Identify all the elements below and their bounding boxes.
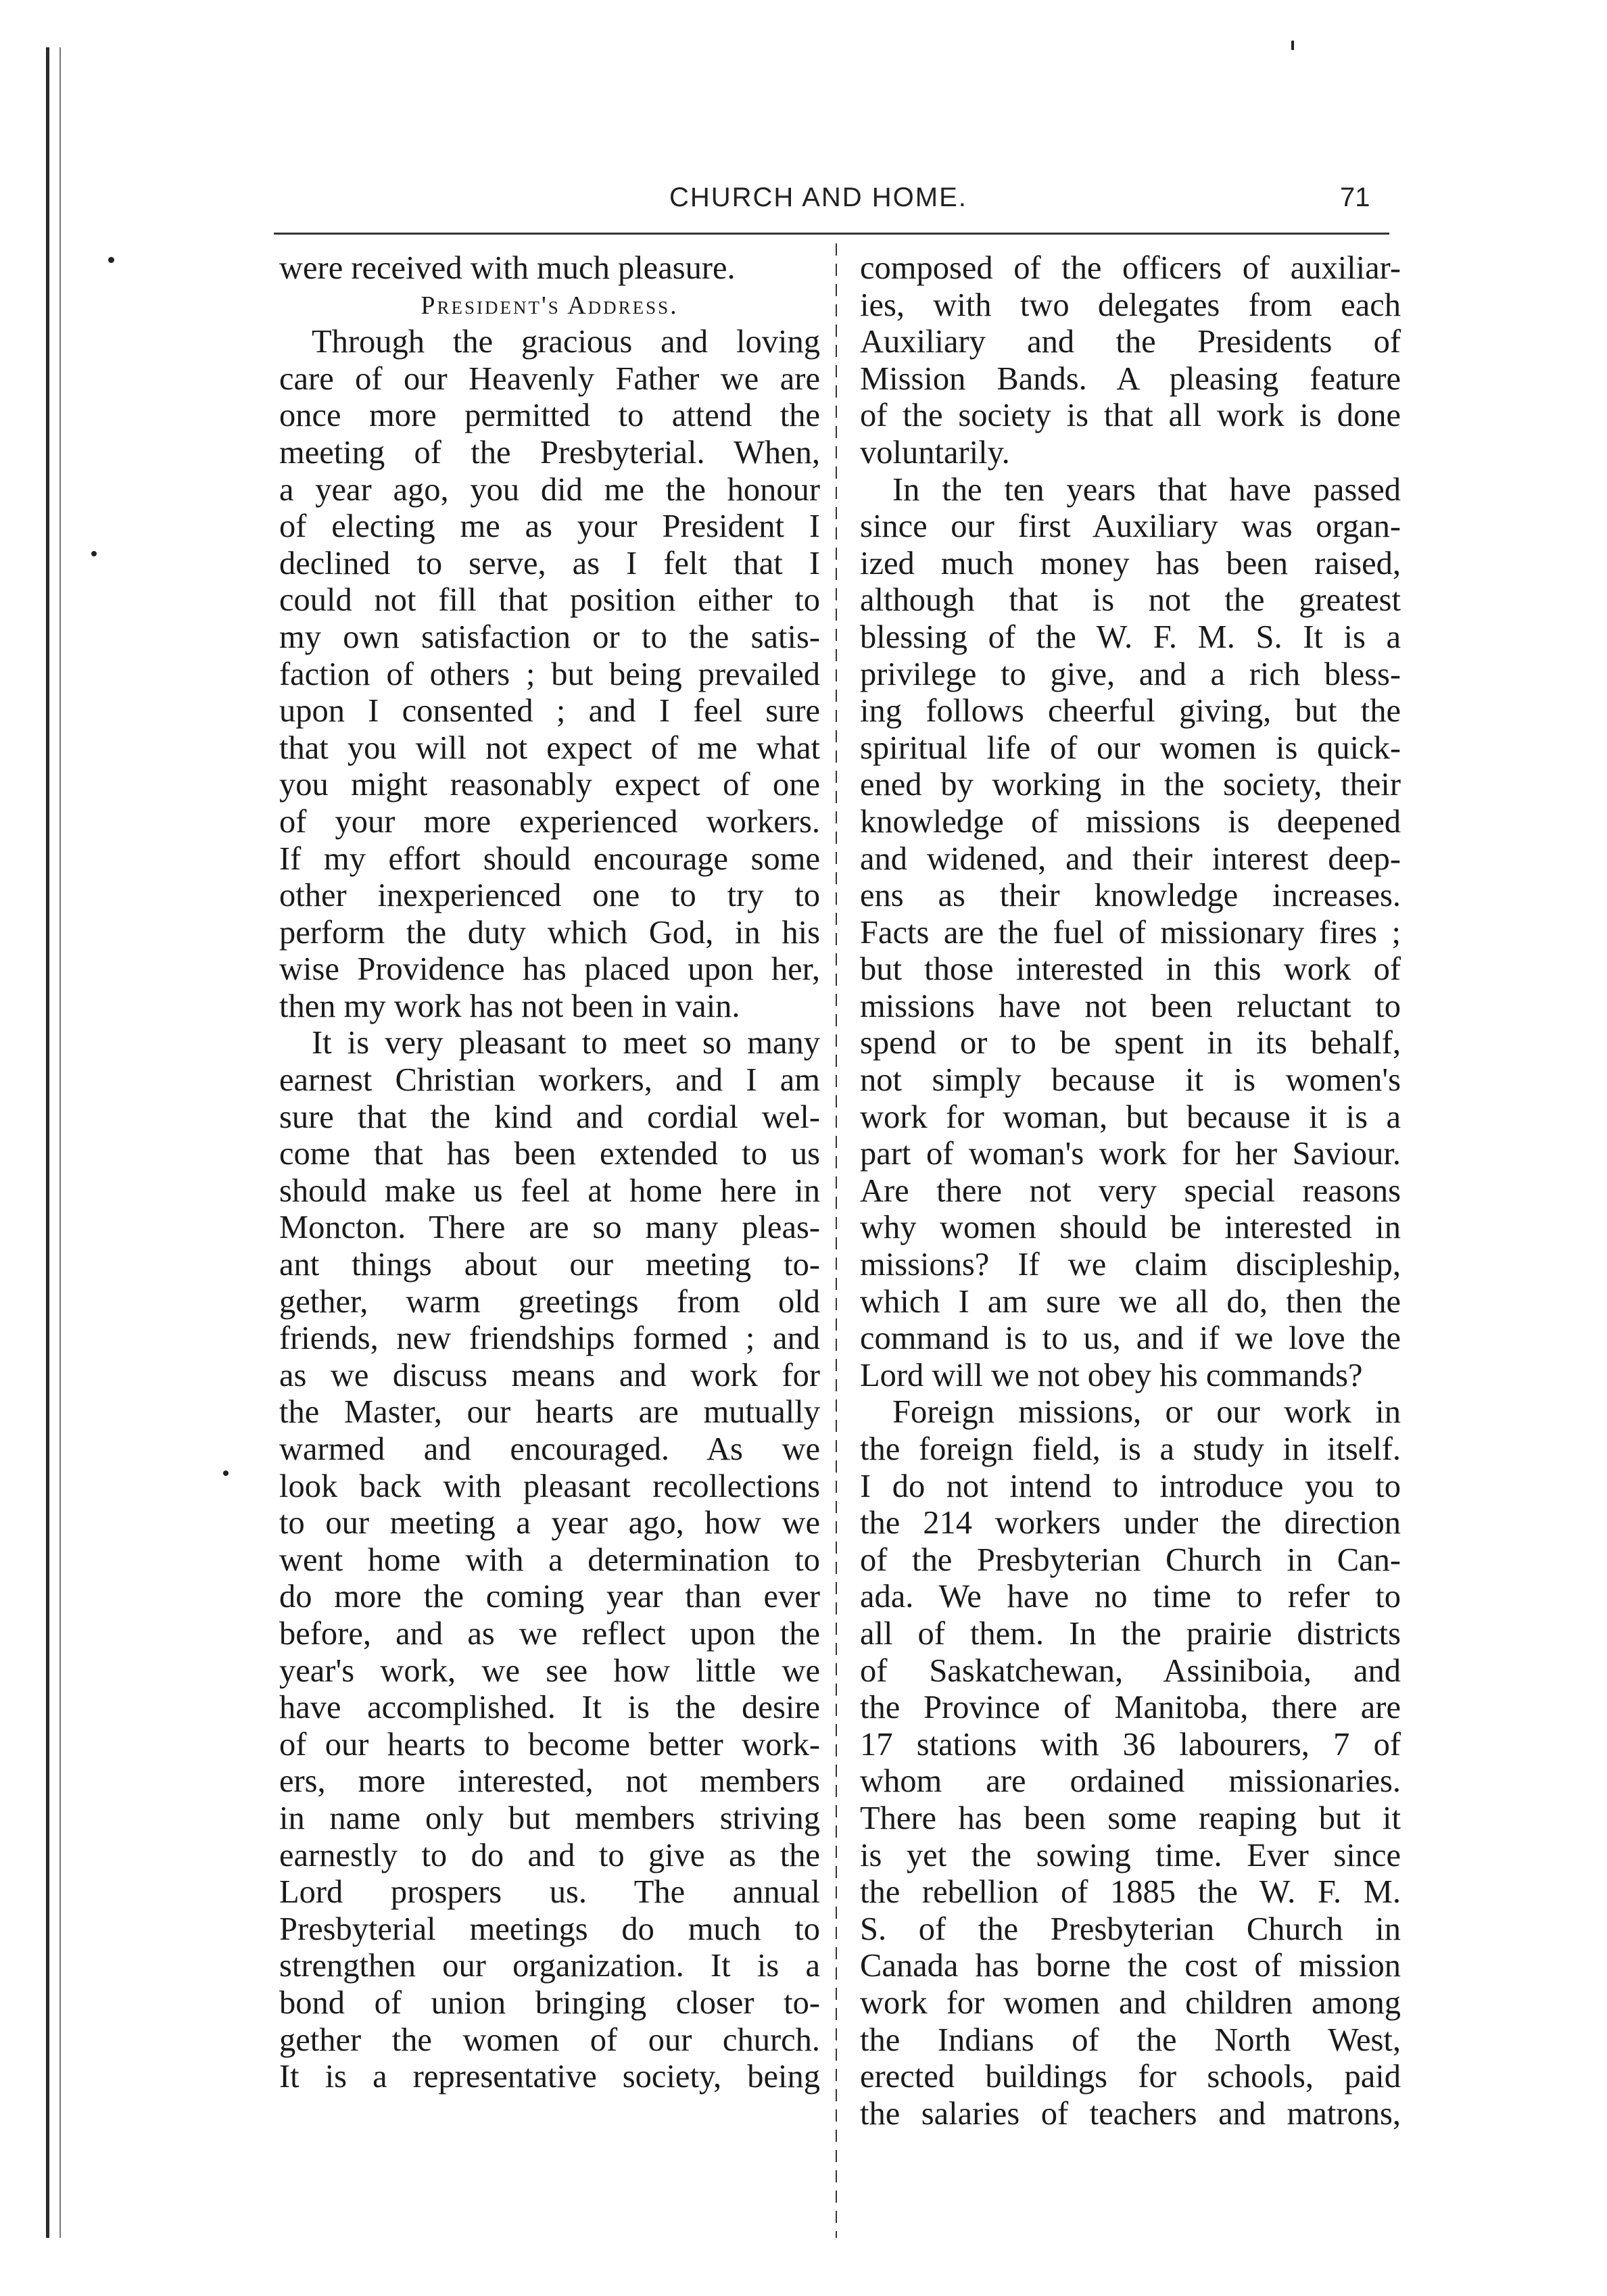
text-line: ens as their knowledge increases.: [860, 878, 1401, 914]
text-line: Facts are the fuel of missionary fires ;: [860, 914, 1401, 951]
text-line: as we discuss means and work for: [279, 1357, 820, 1393]
text-line: part of woman's work for her Saviour.: [860, 1136, 1401, 1172]
text-line: year's work, we see how little we: [279, 1652, 820, 1689]
text-line: once more permitted to attend the: [279, 398, 820, 434]
text-line: ers, more interested, not members: [279, 1763, 820, 1800]
text-line: Are there not very special reasons: [860, 1172, 1401, 1209]
text-line: of Saskatchewan, Assiniboia, and: [860, 1652, 1401, 1689]
text-line: perform the duty which God, in his: [279, 914, 820, 951]
text-line: President's Address.: [421, 291, 679, 320]
text-line: earnestly to do and to give as the: [279, 1837, 820, 1873]
text-line: I do not intend to introduce you to: [860, 1468, 1401, 1504]
text-line: blessing of the W. F. M. S. It is a: [860, 619, 1401, 655]
text-line: Auxiliary and the Presidents of: [860, 324, 1401, 360]
left-text-column: [279, 250, 820, 2096]
text-line: of our hearts to become better work-: [279, 1726, 820, 1763]
text-line: S. of the Presbyterian Church in: [860, 1911, 1401, 1947]
text-line: care of our Heavenly Father we are: [279, 360, 820, 397]
text-line: If my effort should encourage some: [279, 840, 820, 877]
text-line: the Province of Manitoba, there are: [860, 1690, 1401, 1726]
text-line: bond of union bringing closer to-: [279, 1984, 820, 2021]
text-line: then my work has not been in vain.: [279, 988, 740, 1024]
text-line: There has been some reaping but it: [860, 1800, 1401, 1836]
text-line: Foreign missions, or our work in: [892, 1394, 1401, 1431]
text-line: ies, with two delegates from each: [860, 287, 1401, 323]
scan-speck: [91, 551, 97, 556]
text-line: work for woman, but because it is a: [860, 1099, 1401, 1135]
text-line: of the society is that all work is done: [860, 398, 1401, 434]
text-line: ada. We have no time to refer to: [860, 1579, 1401, 1615]
scan-speck: [1291, 41, 1294, 50]
text-line: the rebellion of 1885 the W. F. M.: [860, 1874, 1401, 1911]
text-line: went home with a determination to: [279, 1541, 820, 1578]
scan-speck: [108, 257, 114, 263]
text-line: you might reasonably expect of one: [279, 767, 820, 803]
text-line: Mission Bands. A pleasing feature: [860, 360, 1401, 397]
text-line: other inexperienced one to try to: [279, 878, 820, 914]
text-line: Moncton. There are so many pleas-: [279, 1210, 820, 1246]
text-line: is yet the sowing time. Ever since: [860, 1837, 1401, 1873]
text-line: the 214 workers under the direction: [860, 1505, 1401, 1541]
text-line: work for women and children among: [860, 1984, 1401, 2021]
text-line: ant things about our meeting to-: [279, 1247, 820, 1283]
text-line: spiritual life of our women is quick-: [860, 730, 1401, 766]
text-line: missions have not been reluctant to: [860, 988, 1401, 1024]
text-line: the salaries of teachers and matrons,: [860, 2095, 1401, 2132]
text-line: knowledge of missions is deepened: [860, 803, 1401, 840]
text-line: should make us feel at home here in: [279, 1172, 820, 1209]
text-line: why women should be interested in: [860, 1210, 1401, 1246]
text-line: the Master, our hearts are mutually: [279, 1394, 820, 1431]
text-line: a year ago, you did me the honour: [279, 471, 820, 508]
text-line: composed of the officers of auxiliar-: [860, 250, 1401, 286]
text-line: could not fill that position either to: [279, 582, 820, 619]
column-divider: [836, 243, 837, 2238]
text-line: Canada has borne the cost of mission: [860, 1948, 1401, 1984]
text-line: have accomplished. It is the desire: [279, 1690, 820, 1726]
text-line: privilege to give, and a rich bless-: [860, 656, 1401, 692]
right-text-column: [860, 250, 1401, 2132]
text-line: although that is not the greatest: [860, 582, 1401, 619]
text-line: spend or to be spent in its behalf,: [860, 1025, 1401, 1061]
text-line: warmed and encouraged. As we: [279, 1431, 820, 1467]
text-line: look back with pleasant recollections: [279, 1468, 820, 1504]
text-line: strengthen our organization. It is a: [279, 1948, 820, 1984]
text-line: faction of others ; but being prevailed: [279, 656, 820, 692]
text-line: the Indians of the North West,: [860, 2022, 1401, 2058]
text-line: come that has been extended to us: [279, 1136, 820, 1172]
text-line: sure that the kind and cordial wel-: [279, 1099, 820, 1135]
text-line: ened by working in the society, their: [860, 767, 1401, 803]
text-line: earnest Christian workers, and I am: [279, 1062, 820, 1099]
text-line: were received with much pleasure.: [279, 250, 736, 286]
text-line: ing follows cheerful giving, but the: [860, 693, 1401, 730]
text-line: voluntarily.: [860, 434, 1010, 471]
text-line: gether the women of our church.: [279, 2022, 820, 2058]
text-line: It is a representative society, being: [279, 2059, 820, 2095]
text-line: friends, new friendships formed ; and: [279, 1320, 820, 1357]
text-line: of electing me as your President I: [279, 508, 820, 545]
running-head: [0, 183, 1607, 223]
text-line: gether, warm greetings from old: [279, 1283, 820, 1320]
text-line: the foreign field, is a study in itself.: [860, 1431, 1401, 1467]
text-line: do more the coming year than ever: [279, 1579, 820, 1615]
text-line: erected buildings for schools, paid: [860, 2059, 1401, 2095]
text-line: of your more experienced workers.: [279, 803, 820, 840]
text-line: meeting of the Presbyterial. When,: [279, 434, 820, 471]
text-line: wise Providence has placed upon her,: [279, 951, 820, 988]
text-line: in name only but members striving: [279, 1800, 820, 1836]
text-line: command is to us, and if we love the: [860, 1320, 1401, 1357]
header-rule: [274, 233, 1389, 235]
running-title: CHURCH AND HOME.: [669, 183, 967, 212]
text-line: ized much money has been raised,: [860, 545, 1401, 581]
text-line: which I am sure we all do, then the: [860, 1283, 1401, 1320]
scan-speck: [223, 1470, 229, 1476]
text-line: my own satisfaction or to the satis-: [279, 619, 820, 655]
text-line: missions? If we claim discipleship,: [860, 1247, 1401, 1283]
text-line: Presbyterial meetings do much to: [279, 1911, 820, 1947]
text-line: not simply because it is women's: [860, 1062, 1401, 1099]
page-number: 71: [1340, 183, 1370, 212]
text-line: Lord prospers us. The annual: [279, 1874, 820, 1911]
text-line: to our meeting a year ago, how we: [279, 1505, 820, 1541]
text-line: and widened, and their interest deep-: [860, 840, 1401, 877]
text-line: since our first Auxiliary was organ-: [860, 508, 1401, 545]
text-line: all of them. In the prairie districts: [860, 1615, 1401, 1652]
text-line: before, and as we reflect upon the: [279, 1615, 820, 1652]
text-line: In the ten years that have passed: [892, 471, 1401, 508]
text-line: of the Presbyterian Church in Can-: [860, 1541, 1401, 1578]
text-line: Lord will we not obey his commands?: [860, 1357, 1363, 1393]
text-line: Through the gracious and loving: [312, 324, 820, 360]
text-line: whom are ordained missionaries.: [860, 1763, 1401, 1800]
text-line: upon I consented ; and I feel sure: [279, 693, 820, 730]
text-line: but those interested in this work of: [860, 951, 1401, 988]
text-line: 17 stations with 36 labourers, 7 of: [860, 1726, 1401, 1763]
binding-edge-rule: [46, 47, 49, 2238]
text-line: It is very pleasant to meet so many: [312, 1025, 820, 1061]
text-line: that you will not expect of me what: [279, 730, 820, 766]
binding-edge-rule-thin: [59, 47, 61, 2238]
text-line: declined to serve, as I felt that I: [279, 545, 820, 581]
